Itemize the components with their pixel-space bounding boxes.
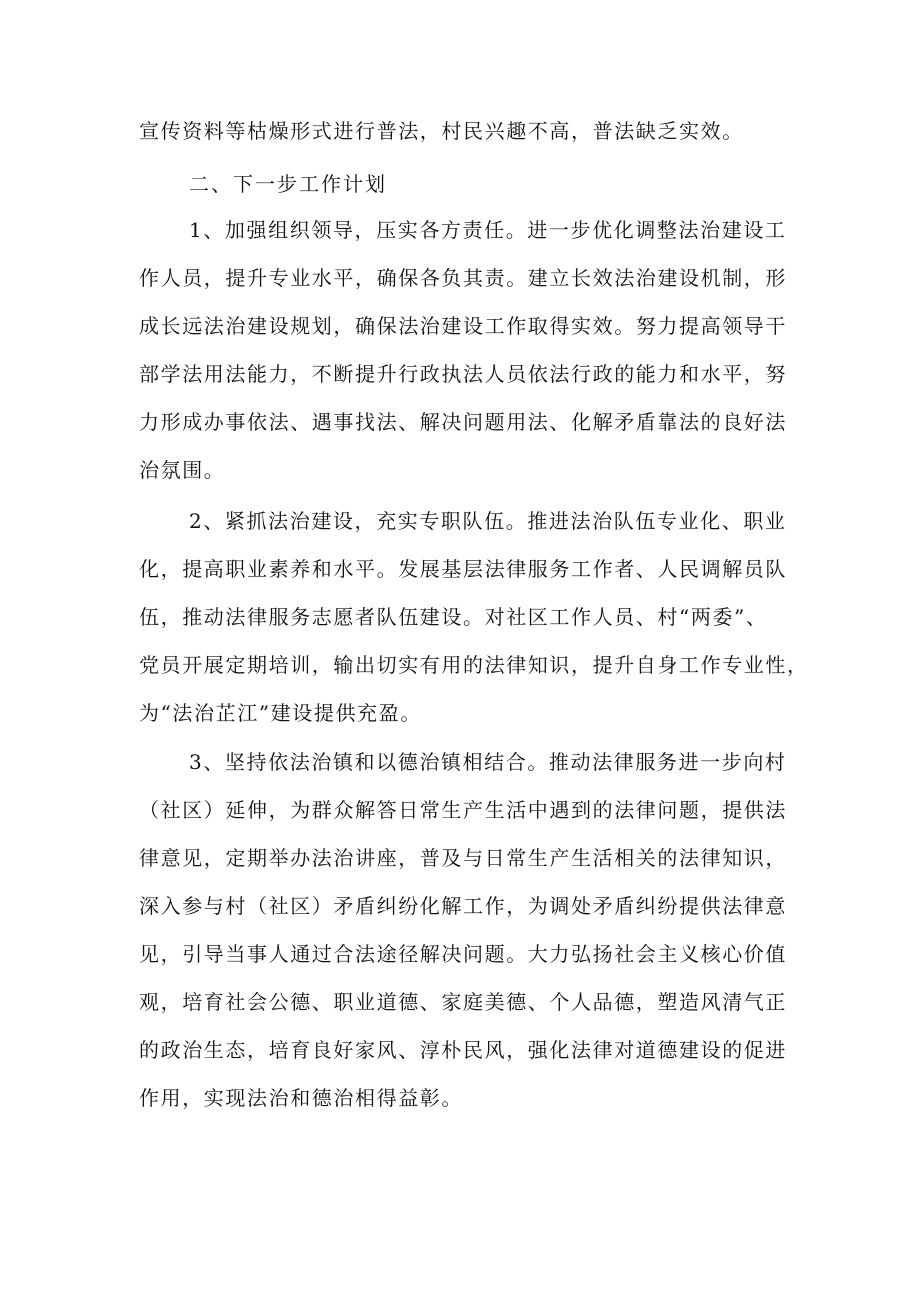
paragraph-3-line-7: 的政治生态，培育良好家风、淳朴民风，强化法律对道德建设的促进 bbox=[139, 1038, 787, 1062]
section-heading: 二、下一步工作计划 bbox=[189, 172, 387, 196]
paragraph-1-line-4: 部学法用法能力，不断提升行政执法人员依法行政的能力和水平，努 bbox=[139, 362, 787, 386]
paragraph-1-line-3: 成长远法治建设规划，确保法治建设工作取得实效。努力提高领导干 bbox=[139, 314, 787, 338]
paragraph-3-line-8: 作用，实现法治和德治相得益彰。 bbox=[139, 1086, 463, 1110]
paragraph-1-line-5: 力形成办事依法、遇事找法、解决问题用法、化解矛盾靠法的良好法 bbox=[139, 410, 787, 434]
paragraph-3-line-6: 观，培育社会公德、职业道德、家庭美德、个人品德，塑造风清气正 bbox=[139, 990, 787, 1014]
paragraph-2-line-1: 2、紧抓法治建设，充实专职队伍。推进法治队伍专业化、职业 bbox=[189, 509, 787, 533]
paragraph-1-line-1: 1、加强组织领导，压实各方责任。进一步优化调整法治建设工 bbox=[189, 218, 787, 242]
paragraph-2-line-2: 化，提高职业素养和水平。发展基层法律服务工作者、人民调解员队 bbox=[139, 557, 787, 581]
paragraph-1-line-2: 作人员，提升专业水平，确保各负其责。建立长效法治建设机制，形 bbox=[139, 266, 787, 290]
paragraph-3-line-1: 3、坚持依法治镇和以德治镇相结合。推动法律服务进一步向村 bbox=[189, 750, 787, 774]
paragraph-1-line-6: 治氛围。 bbox=[139, 458, 226, 482]
paragraph-2-line-3: 伍，推动法律服务志愿者队伍建设。对社区工作人员、村“两委”、 bbox=[139, 605, 768, 629]
paragraph-3-line-2: （社区）延伸，为群众解答日常生产生活中遇到的法律问题，提供法 bbox=[139, 798, 787, 822]
text-line-carryover: 宣传资料等枯燥形式进行普法，村民兴趣不高，普法缺乏实效。 bbox=[139, 119, 744, 143]
paragraph-3-line-3: 律意见，定期举办法治讲座，普及与日常生产生活相关的法律知识， bbox=[139, 846, 787, 870]
paragraph-3-line-4: 深入参与村（社区）矛盾纠纷化解工作，为调处矛盾纠纷提供法律意 bbox=[139, 894, 787, 918]
paragraph-2-line-5: 为“法治芷江”建设提供充盈。 bbox=[139, 701, 422, 725]
paragraph-3-line-5: 见，引导当事人通过合法途径解决问题。大力弘扬社会主义核心价值 bbox=[139, 942, 787, 966]
paragraph-2-line-4: 党员开展定期培训，输出切实有用的法律知识，提升自身工作专业性， bbox=[139, 653, 809, 677]
